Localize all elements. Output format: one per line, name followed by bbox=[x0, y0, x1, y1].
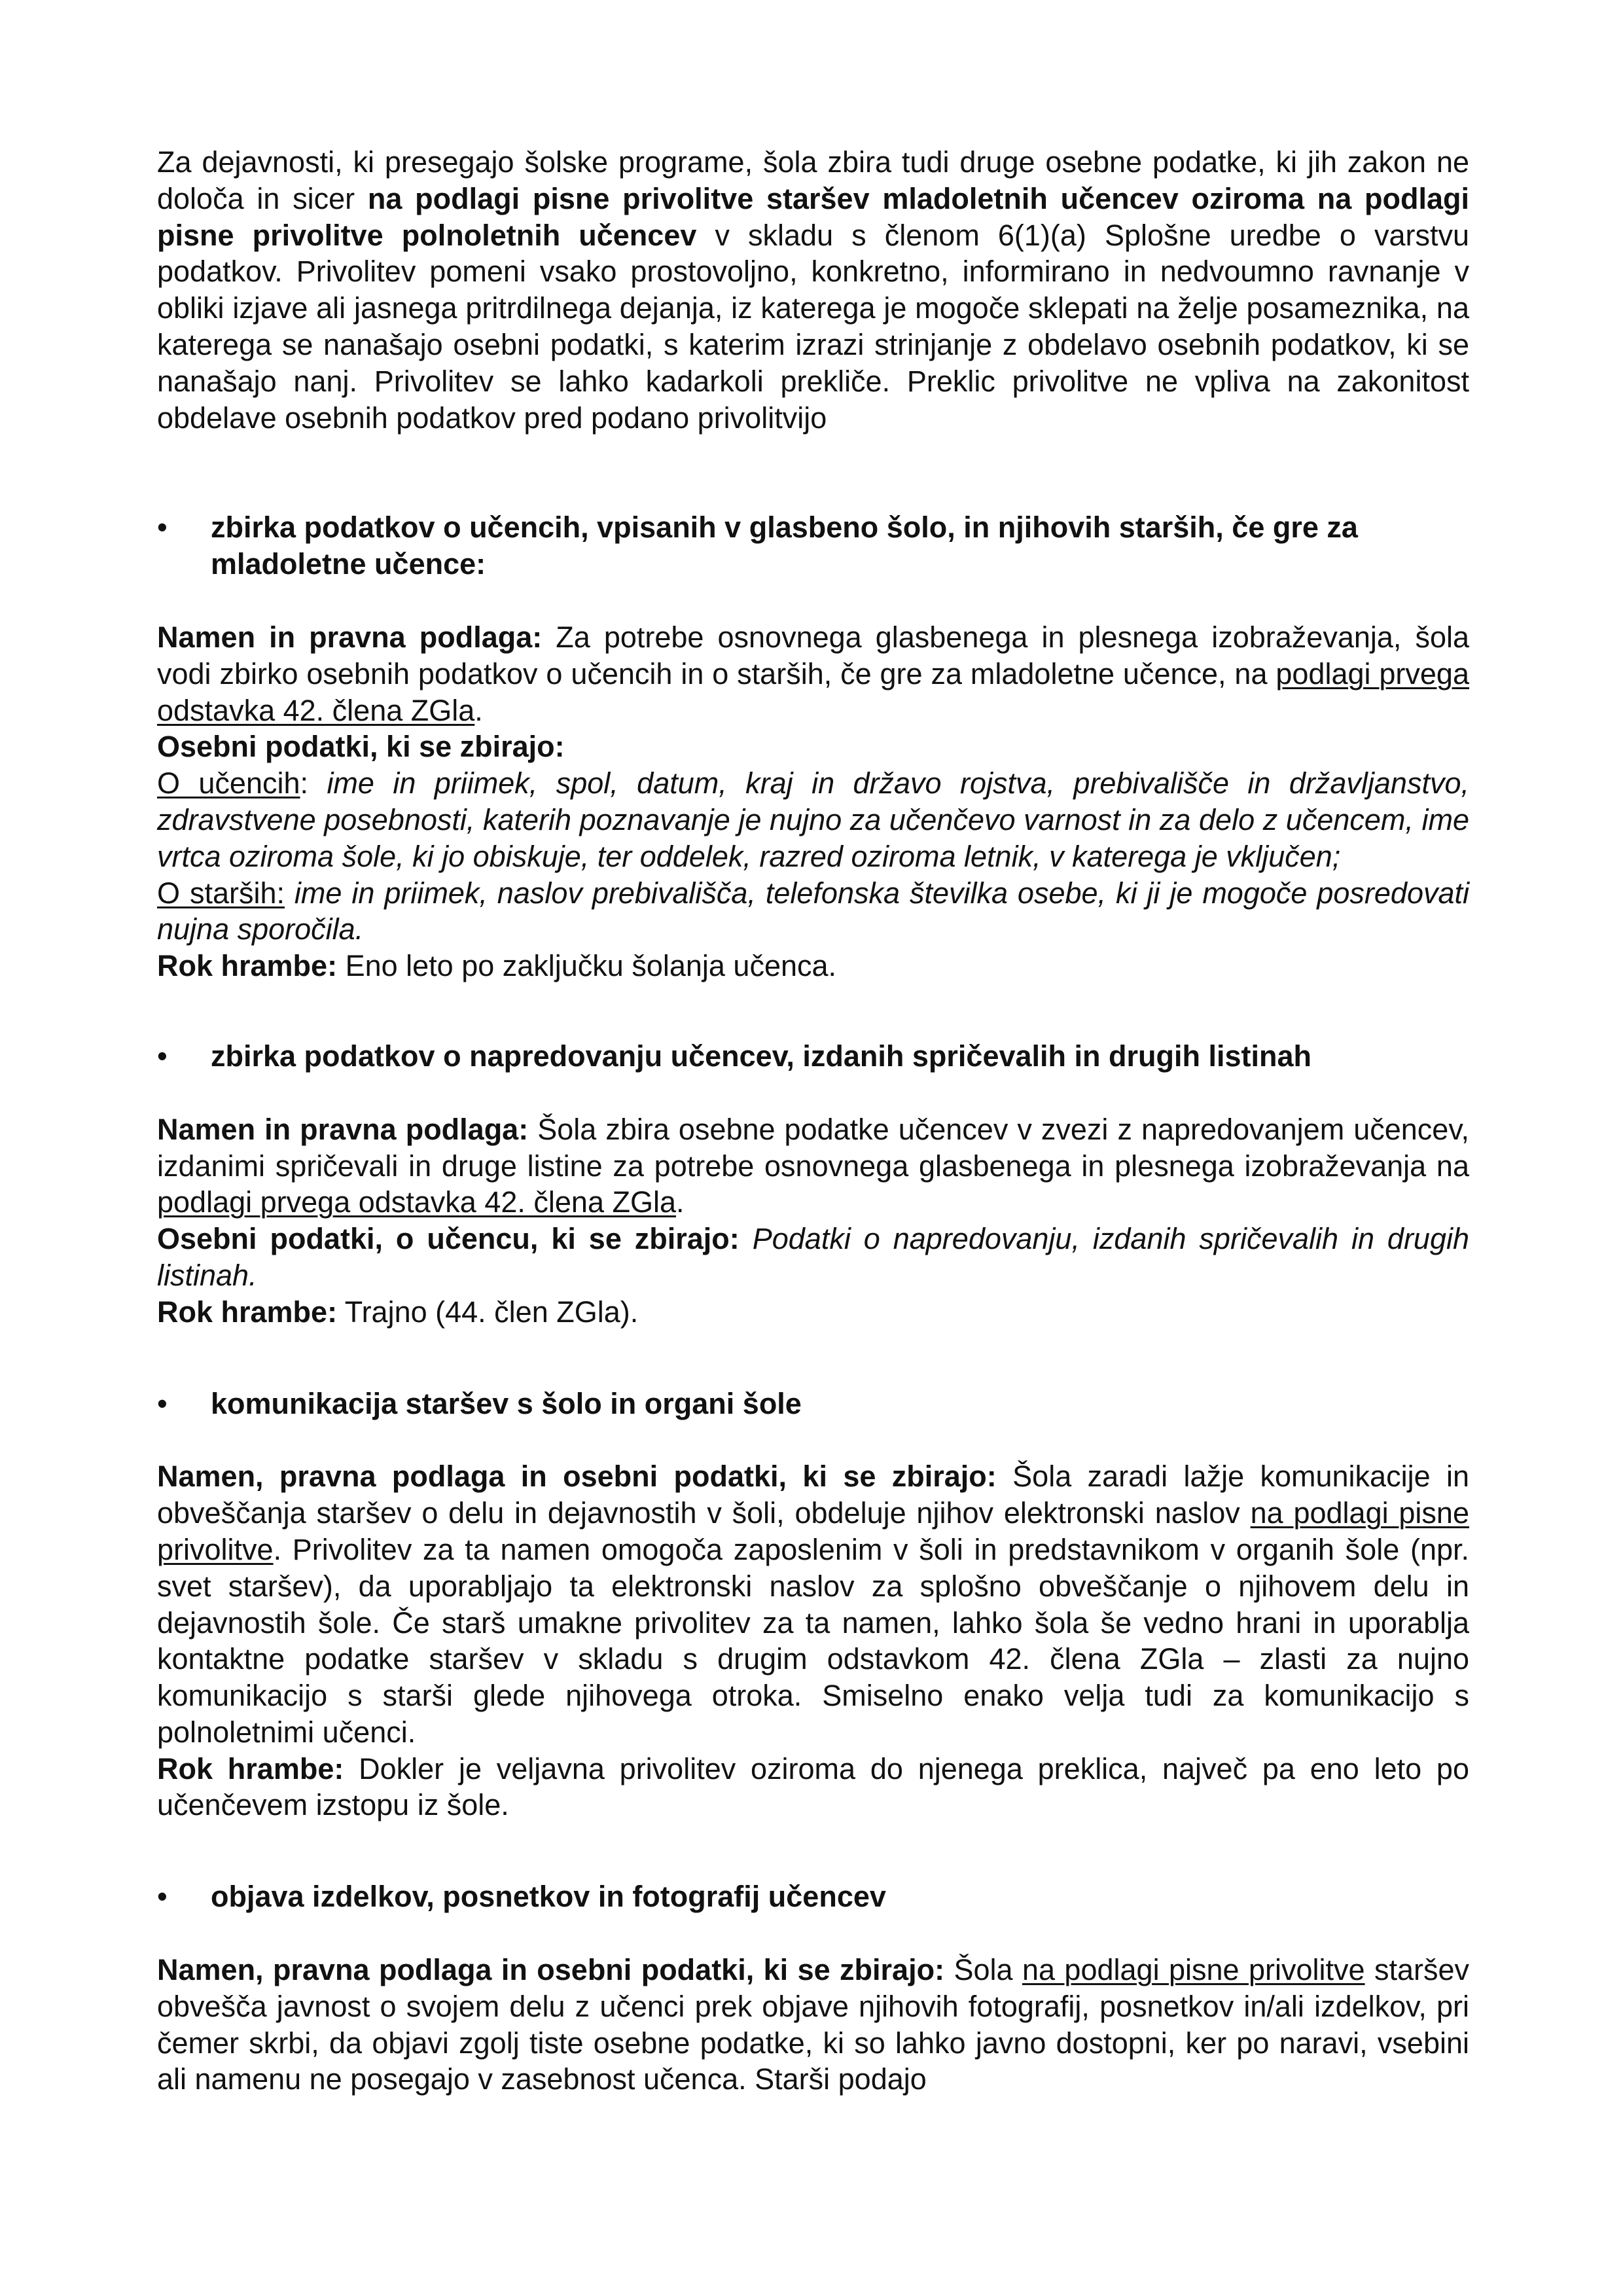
section-heading-publication bbox=[157, 1878, 1469, 1915]
section-heading-text: objava izdelkov, posnetkov in fotografij učencev bbox=[211, 1880, 886, 1914]
purpose-text: Za potrebe osnovnega glasbenega in plesnega izobraževanja, šola vodi zbirko osebnih podatkov o učencih in o starših, če gre za mladoletne učence, na bbox=[157, 620, 1469, 691]
section-heading-text: zbirka podatkov o napredovanju učencev, izdanih spričevalih in drugih listinah bbox=[211, 1039, 1312, 1073]
retention-label: Rok hrambe: bbox=[157, 1751, 344, 1785]
intro-consent-bold: na podlagi pisne privolitve staršev mladoletnih učencev oziroma na podlagi pisne privolitve polnoletnih učencev bbox=[157, 181, 1469, 252]
retention-text: Dokler je veljavna privolitev oziroma do njenega preklica, največ pa eno leto po učenčevem izstopu iz šole. bbox=[157, 1751, 1469, 1822]
parents-data-text: ime in priimek, naslov prebivališča, telefonska številka osebe, ki ji je mogoče posredovati nujna sporočila. bbox=[157, 876, 1469, 946]
purpose-label: Namen in pravna podlaga: bbox=[157, 1112, 529, 1146]
section-heading-text: zbirka podatkov o učencih, vpisanih v glasbeno šolo, in njihovih starših, če gre za mladoletne učence: bbox=[211, 511, 1358, 581]
purpose-text-continued: . Privolitev za ta namen omogoča zaposlenim v šoli in predstavnikom v organih šole (npr. svet staršev), da uporabljajo ta elektronski naslov za splošno obveščanje o njihovem delu in dejavnostih šole. Če starš umakne privolitev za ta namen, lahko šola še vedno hrani in uporablja kontaktne podatke staršev v skladu s drugim odstavkom 42. člena ZGla – zlasti za nujno komunikacijo s starši glede njihovega otroka. Smiselno enako velja tudi za komunikacijo s polnoletnimi učenci. bbox=[157, 1532, 1469, 1749]
parents-label: O starših: bbox=[157, 876, 285, 910]
bullet-icon: • bbox=[157, 1386, 168, 1420]
document-page bbox=[157, 144, 1469, 2098]
retention-text: Trajno (44. člen ZGla). bbox=[337, 1295, 639, 1329]
students-label: O učencih bbox=[157, 766, 300, 800]
purpose-text-continued: staršev obvešča javnost o svojem delu z učenci prek objave njihovih fotografij, posnetkov in/ali izdelkov, pri čemer skrbi, da objavi zgolj tiste osebne podatke, ki so lahko javno dostopni, ker po naravi, vsebini ali namenu ne posegajo v zasebnost učenca. Starši podajo bbox=[157, 1953, 1470, 2096]
retention-label: Rok hrambe: bbox=[157, 949, 338, 983]
s2-purpose bbox=[157, 1111, 1469, 1221]
consent-reference: na podlagi pisne privolitve bbox=[1022, 1953, 1365, 1987]
bullet-icon: • bbox=[157, 511, 168, 545]
section-heading-communication bbox=[157, 1386, 1469, 1422]
s3-purpose bbox=[157, 1458, 1469, 1750]
bullet-icon: • bbox=[157, 1039, 168, 1073]
s1-parents-data bbox=[157, 875, 1469, 948]
purpose-label: Namen in pravna podlaga: bbox=[157, 620, 543, 654]
section-heading-progress bbox=[157, 1038, 1469, 1075]
intro-text-3: v skladu s členom 6(1)(a) Splošne uredbe o varstvu podatkov. Privolitev pomeni vsako prostovoljno, konkretno, informirano in nedvoumno ravnanje v obliki izjave ali jasnega pritrdilnega dejanja, iz katerega je mogoče sklepati na želje posameznika, na katerega se nanašajo osebni podatki, s katerim izrazi strinjanje z obdelavo osebnih podatkov, ki se nanašajo nanj. Privolitev se lahko kadarkoli prekliče. Preklic privolitve ne vpliva na zakonitost obdelave osebnih podatkov pred podano privolitvijo bbox=[157, 218, 1470, 435]
s3-retention bbox=[157, 1751, 1469, 1824]
s2-retention bbox=[157, 1294, 1469, 1331]
s1-purpose bbox=[157, 619, 1469, 728]
bullet-icon: • bbox=[157, 1880, 168, 1914]
intro-paragraph bbox=[157, 144, 1469, 436]
punctuation: . bbox=[474, 693, 483, 727]
purpose-text: Šola zbira osebne podatke učencev v zvezi z napredovanjem učencev, izdanimi spričevali in druge listine za potrebe osnovnega glasbenega in plesnega izobraževanja na bbox=[157, 1112, 1469, 1183]
purpose-label: Namen, pravna podlaga in osebni podatki, ki se zbirajo: bbox=[157, 1953, 945, 1987]
section-heading-text: komunikacija staršev s šolo in organi šole bbox=[211, 1386, 802, 1420]
s4-purpose bbox=[157, 1952, 1469, 2098]
punctuation: . bbox=[676, 1185, 685, 1219]
legal-basis-reference: podlagi prvega odstavka 42. člena ZGla bbox=[157, 656, 1469, 727]
data-text: Podatki o napredovanju, izdanih spričevalih in drugih listinah. bbox=[157, 1222, 1470, 1292]
intro-text-1: Za dejavnosti, ki presegajo šolske programe, šola zbira tudi druge osebne podatke, ki jih zakon ne določa in sicer bbox=[157, 145, 1469, 215]
legal-basis-reference: podlagi prvega odstavka 42. člena ZGla bbox=[157, 1185, 676, 1219]
s2-data bbox=[157, 1221, 1469, 1294]
s1-retention bbox=[157, 948, 1469, 984]
purpose-text: Šola bbox=[944, 1953, 1022, 1987]
students-data-text: ime in priimek, spol, datum, kraj in državo rojstva, prebivališče in državljanstvo, zdravstvene posebnosti, katerih poznavanje je nujno za učenčevo varnost in za delo z učencem, ime vrtca oziroma šole, ki jo obiskuje, ter oddelek, razred oziroma letnik, v katerega je vključen; bbox=[157, 766, 1469, 873]
purpose-label: Namen, pravna podlaga in osebni podatki, ki se zbirajo: bbox=[157, 1460, 997, 1494]
s1-data-label: Osebni podatki, ki se zbirajo: bbox=[157, 730, 565, 764]
section-heading-students-parents bbox=[157, 509, 1469, 583]
punctuation: : bbox=[300, 766, 309, 800]
retention-label: Rok hrambe: bbox=[157, 1295, 338, 1329]
consent-reference: na podlagi pisne privolitve bbox=[157, 1496, 1469, 1566]
purpose-text: Šola zaradi lažje komunikacije in obveščanja staršev o delu in dejavnostih v šoli, obdeluje njihov elektronski naslov bbox=[157, 1460, 1469, 1530]
s1-students-data bbox=[157, 765, 1469, 874]
data-label: Osebni podatki, o učencu, ki se zbirajo: bbox=[157, 1222, 740, 1256]
retention-text: Eno leto po zaključku šolanja učenca. bbox=[337, 949, 837, 983]
